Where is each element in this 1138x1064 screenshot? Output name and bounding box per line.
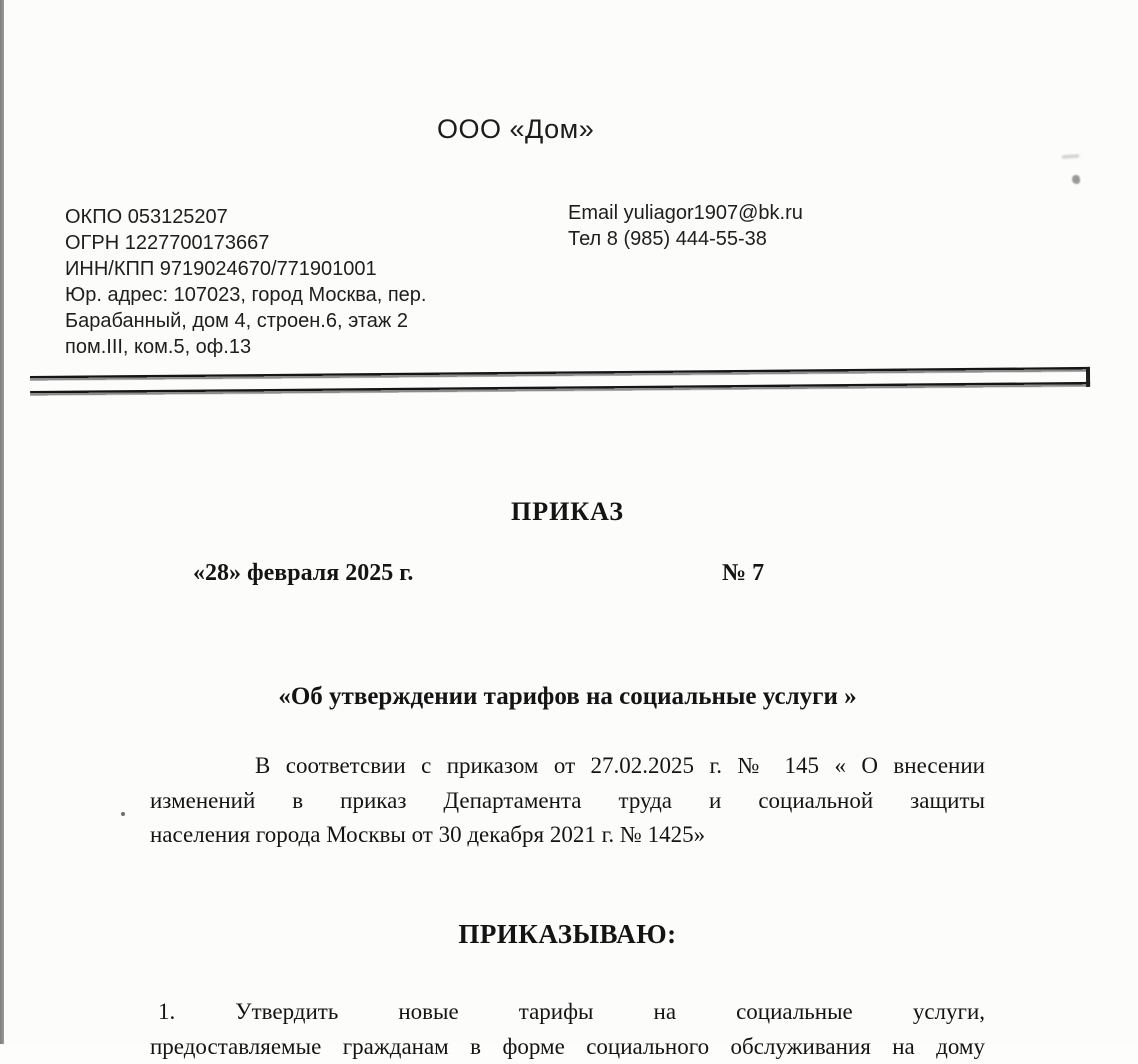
requisite-address-line-1: Юр. адрес: 107023, город Москва, пер. <box>65 282 485 308</box>
requisite-address-line-3: пом.III, ком.5, оф.13 <box>65 334 485 360</box>
requisite-address-line-2: Барабанный, дом 4, строен.6, этаж 2 <box>65 308 485 334</box>
preamble-line-2: изменений в приказ Департамента труда и социальной защиты <box>150 784 985 819</box>
doc-type-heading: ПРИКАЗ <box>150 497 985 527</box>
contact-phone: Тел 8 (985) 444-55-38 <box>568 226 948 252</box>
company-contacts <box>568 200 948 252</box>
order-item-1-line-1: 1. Утвердить новые тарифы на социальные услуги, <box>150 995 985 1030</box>
scan-speck-dot <box>1072 175 1080 184</box>
company-requisites <box>65 204 485 360</box>
divider-line-top <box>30 367 1090 381</box>
preamble-line-3: населения города Москвы от 30 декабря 2021 г. № 1425» <box>150 818 985 853</box>
requisite-okpo: ОКПО 053125207 <box>65 204 485 230</box>
scan-speck-dash <box>1062 154 1079 158</box>
order-subject: «Об утверждении тарифов на социальные услуги » <box>150 683 985 711</box>
scan-speck-period <box>121 812 125 816</box>
order-item-1 <box>150 995 985 1064</box>
requisite-inn-kpp: ИНН/КПП 9719024670/771901001 <box>65 256 485 282</box>
contact-email: Email yuliagor1907@bk.ru <box>568 200 948 226</box>
divider-line-bottom <box>30 382 1090 396</box>
letterhead-divider <box>30 367 1090 398</box>
scan-left-edge-artifact <box>0 0 4 1044</box>
order-date: «28» февраля 2025 г. <box>193 560 413 587</box>
resolution-heading: ПРИКАЗЫВАЮ: <box>150 919 985 950</box>
order-preamble <box>150 749 985 853</box>
requisite-ogrn: ОГРН 1227700173667 <box>65 230 485 256</box>
order-item-1-line-2: предоставляемые гражданам в форме социального обслуживания на дому <box>150 1030 985 1064</box>
order-number: № 7 <box>722 560 764 587</box>
divider-right-end-cap <box>1086 367 1090 387</box>
preamble-line-1: В соответсвии с приказом от 27.02.2025 г. № 145 « О внесении <box>150 749 985 784</box>
company-name: ООО «Дом» <box>437 112 594 146</box>
